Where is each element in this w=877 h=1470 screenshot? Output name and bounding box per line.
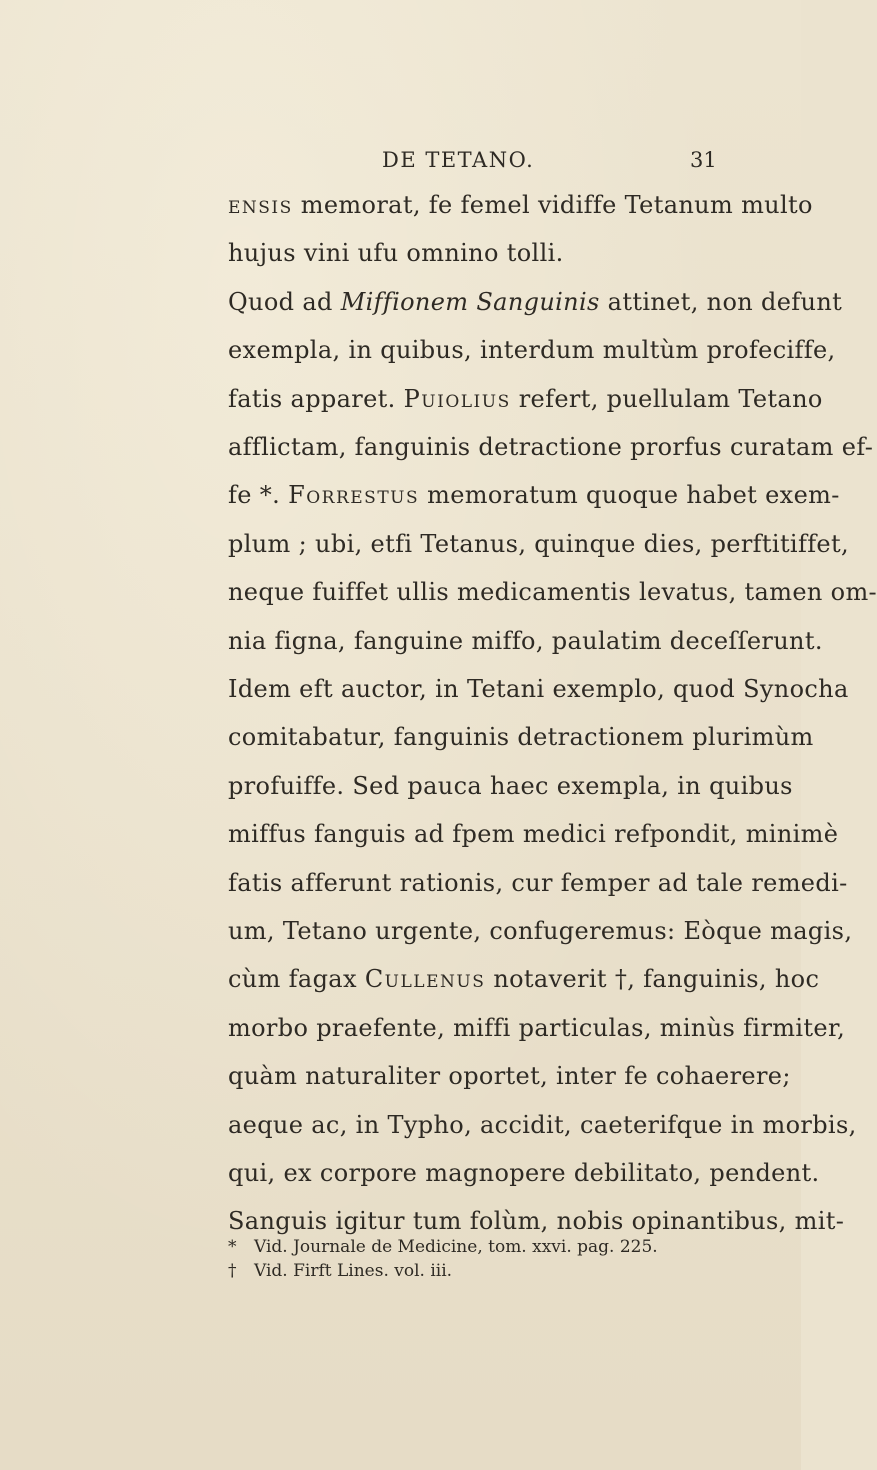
text-run: comitabatur, fanguinis detractionem plurimùm (228, 723, 814, 752)
text-line (228, 771, 793, 801)
footnote-mark: † (228, 1261, 237, 1281)
footnote-text: Vid. Firft Lines. vol. iii. (254, 1261, 453, 1281)
text-run: um, Tetano urgente, confugeremus: Eòque magis, (228, 917, 853, 945)
footnote-mark: * (228, 1237, 237, 1257)
text-line (228, 577, 877, 607)
footnote (228, 1260, 452, 1282)
text-run: notaverit †, fanguinis, hoc (485, 965, 820, 994)
text-line (228, 335, 836, 365)
text-run: hujus vini ufu omnino tolli. (228, 239, 564, 268)
text-run: Idem eft auctor, in Tetani exemplo, quod Synocha (228, 675, 849, 703)
author-name: ensis (228, 191, 293, 219)
running-head-title: DE TETANO. (382, 148, 535, 172)
text-line (228, 1206, 844, 1236)
text-line (228, 722, 814, 752)
text-run: exempla, in quibus, interdum multùm profeciffe, (228, 336, 836, 365)
text-run: refert, puellulam Tetano (510, 384, 823, 413)
text-line (228, 480, 840, 510)
text-line (228, 1061, 791, 1091)
running-head (0, 148, 801, 178)
text-run: attinet, non defunt (599, 287, 843, 316)
text-line (228, 964, 819, 994)
text-run: aeque ac, in Typho, accidit, caeterifque in morbis, (228, 1110, 857, 1139)
text-line (228, 384, 823, 414)
text-run: miffus fanguis ad fpem medici refpondit, minimè (228, 820, 839, 849)
footnote-text: Vid. Journale de Medicine, tom. xxvi. pag. 225. (254, 1237, 658, 1257)
text-line (228, 1013, 845, 1043)
author-name: Forrestus (288, 481, 420, 510)
text-line (228, 529, 849, 559)
text-line (228, 238, 564, 268)
text-line (228, 916, 852, 946)
text-run: fatis apparet. (228, 384, 404, 413)
text-run: memorat, fe femel vidiffe Tetanum multo (292, 191, 813, 219)
text-run: afflictam, fanguinis detractione prorfus curatam ef- (228, 433, 874, 461)
text-line (228, 819, 838, 849)
text-run: fe *. (228, 481, 289, 510)
text-line (228, 626, 823, 656)
text-line (228, 1158, 820, 1188)
footnote (228, 1236, 658, 1258)
italic-phrase: Miffionem Sanguinis (340, 287, 600, 316)
text-run: fatis afferunt rationis, cur femper ad tale remedi- (228, 868, 848, 897)
text-line (228, 287, 842, 317)
text-line (228, 868, 848, 898)
text-run: cùm fagax (228, 965, 365, 994)
page-number: 31 (690, 148, 717, 172)
text-run: morbo praefente, miffi particulas, minùs firmiter, (228, 1013, 846, 1042)
text-run: quàm naturaliter oportet, inter fe cohaerere; (228, 1062, 791, 1091)
text-run: Sanguis igitur tum folùm, nobis opinantibus, mit- (228, 1207, 845, 1236)
author-name: Cullenus (364, 965, 486, 994)
text-run: qui, ex corpore magnopere debilitato, pendent. (228, 1159, 820, 1187)
text-line (228, 1110, 857, 1140)
text-run: neque fuiffet ullis medicamentis levatus, tamen om- (228, 578, 877, 607)
text-line (228, 190, 813, 220)
text-line (228, 432, 873, 462)
text-run: profuiffe. Sed pauca haec exempla, in quibus (228, 771, 793, 800)
text-run: plum ; ubi, etfi Tetanus, quinque dies, perftitiffet, (228, 529, 849, 558)
text-line (228, 674, 849, 704)
text-run: memoratum quoque habet exem- (419, 481, 840, 510)
text-run: nia figna, fanguine miffo, paulatim deceſſerunt. (228, 626, 823, 655)
author-name: Puiolius (403, 384, 511, 413)
text-run: Quod ad (228, 287, 341, 316)
